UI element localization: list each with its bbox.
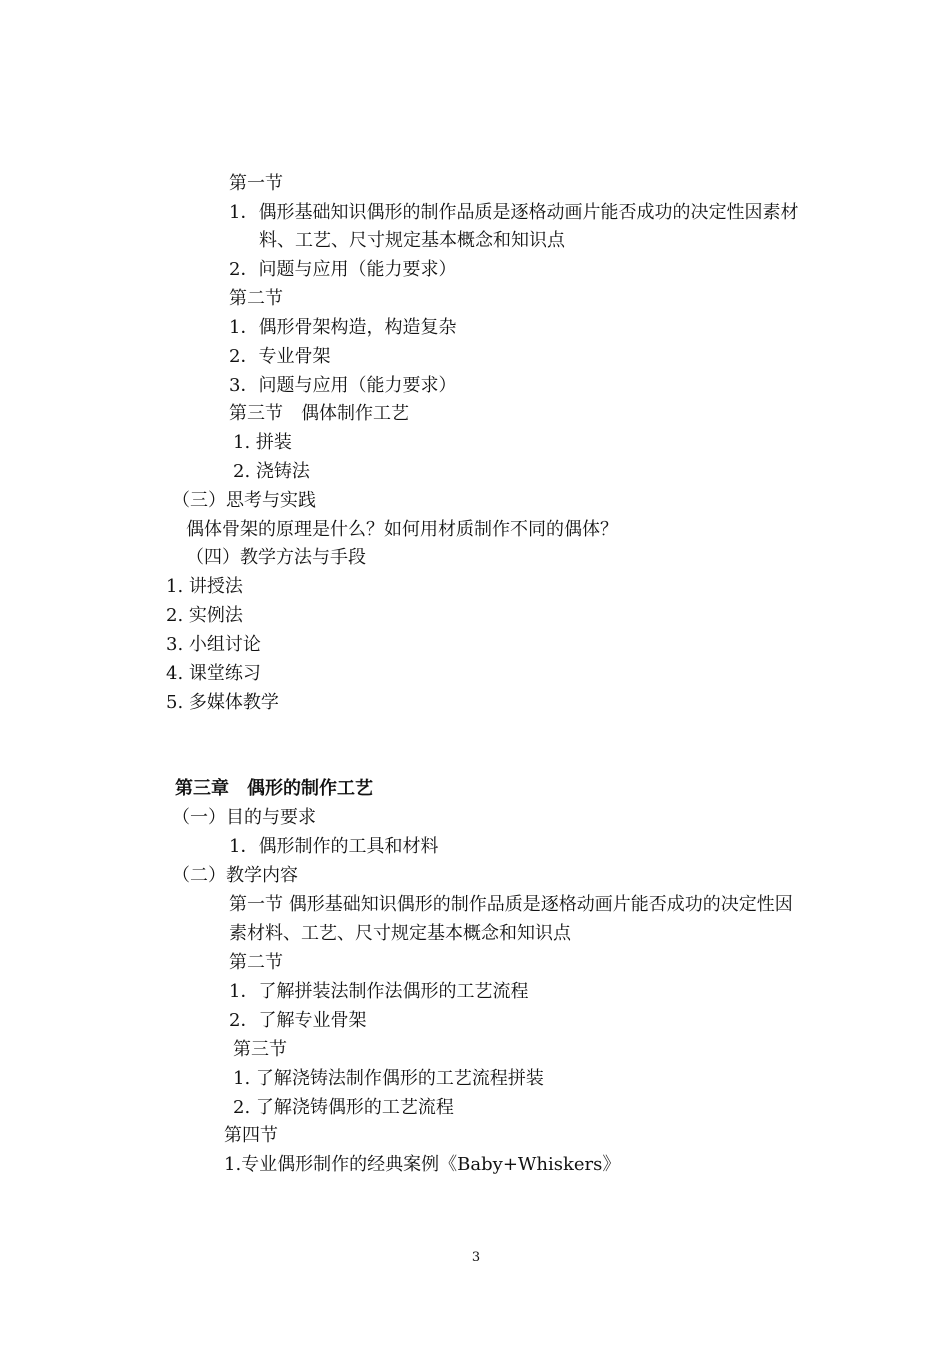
- list-item: 2. 实例法: [166, 605, 243, 626]
- section-title: 第一节: [229, 173, 283, 194]
- section-title: 第二节: [229, 952, 283, 973]
- section-title: 第三节 偶体制作工艺: [229, 403, 409, 424]
- paragraph: 第一节 偶形基础知识偶形的制作品质是逐格动画片能否成功的决定性因: [229, 894, 793, 915]
- subheading: （四）教学方法与手段: [186, 547, 366, 568]
- list-item-continuation: 料、工艺、尺寸规定基本概念和知识点: [259, 230, 565, 251]
- list-item: 4. 课堂练习: [166, 663, 261, 684]
- list-item: 2．专业骨架: [229, 346, 331, 367]
- list-item: 1.专业偶形制作的经典案例《Baby+Whiskers》: [224, 1154, 621, 1175]
- list-item: 1. 拼装: [233, 432, 292, 453]
- section-title: 第三节: [233, 1039, 287, 1060]
- list-item: 1. 了解浇铸法制作偶形的工艺流程拼装: [233, 1068, 544, 1089]
- paragraph: 偶体骨架的原理是什么？如何用材质制作不同的偶体？: [186, 519, 618, 540]
- page-number: 3: [471, 1250, 481, 1265]
- list-item: 1．偶形制作的工具和材料: [229, 836, 439, 857]
- subheading: （三）思考与实践: [172, 490, 316, 511]
- list-item: 3. 小组讨论: [166, 634, 261, 655]
- paragraph-continuation: 素材料、工艺、尺寸规定基本概念和知识点: [229, 923, 571, 944]
- list-item: 2．了解专业骨架: [229, 1010, 367, 1031]
- list-item: 3．问题与应用（能力要求）: [229, 375, 457, 396]
- list-item: 1．了解拼装法制作法偶形的工艺流程: [229, 981, 529, 1002]
- subheading: （二）教学内容: [172, 865, 298, 886]
- list-item: 2. 了解浇铸偶形的工艺流程: [233, 1097, 454, 1118]
- list-item: 1．偶形基础知识偶形的制作品质是逐格动画片能否成功的决定性因素材: [229, 202, 799, 223]
- chapter-title: 第三章 偶形的制作工艺: [175, 778, 373, 799]
- subheading: （一）目的与要求: [172, 807, 316, 828]
- list-item: 5. 多媒体教学: [166, 692, 279, 713]
- section-title: 第二节: [229, 288, 283, 309]
- list-item: 1．偶形骨架构造，构造复杂: [229, 317, 457, 338]
- list-item: 2. 浇铸法: [233, 461, 310, 482]
- list-item: 1. 讲授法: [166, 576, 243, 597]
- list-item: 2．问题与应用（能力要求）: [229, 259, 457, 280]
- section-title: 第四节: [224, 1125, 278, 1146]
